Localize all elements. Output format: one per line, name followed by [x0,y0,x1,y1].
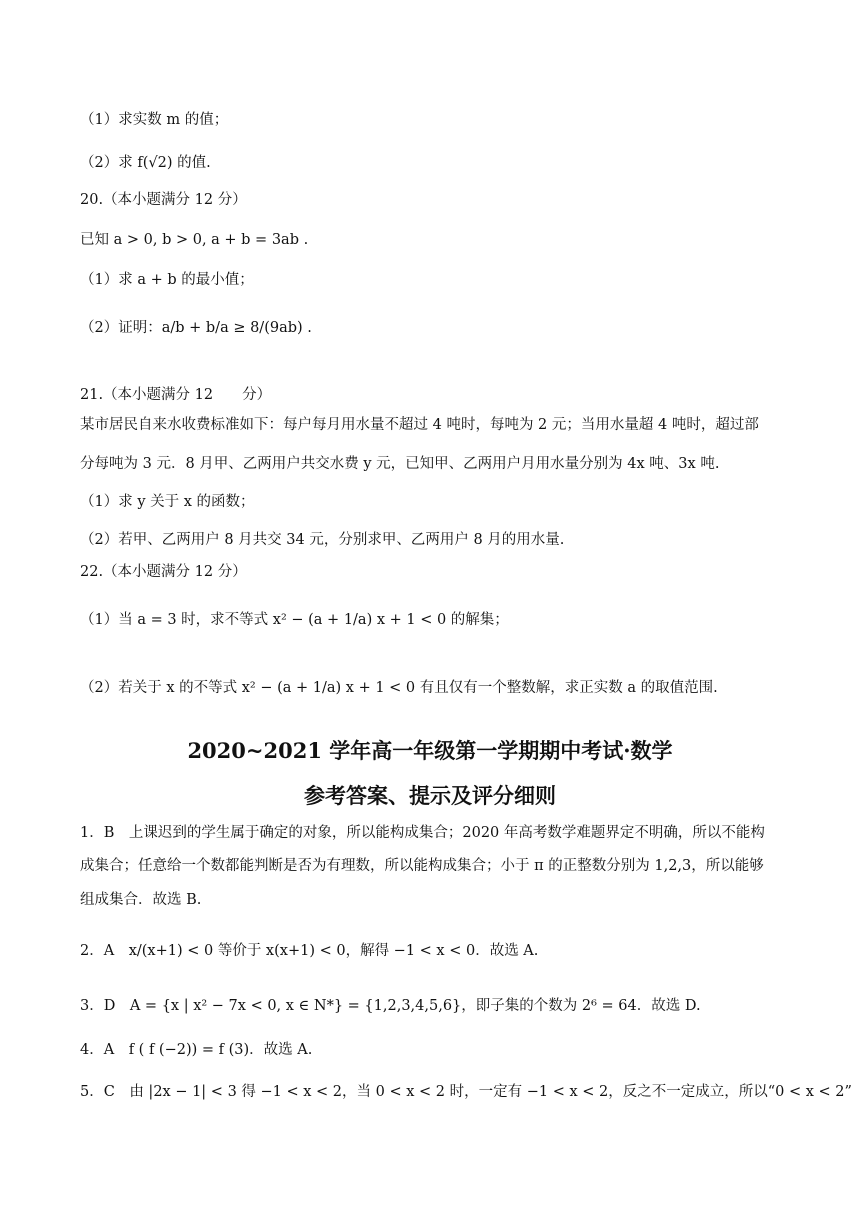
answer-1-line2: 成集合；任意给一个数都能判断是否为有理数，所以能构成集合；小于 π 的正整数分别为 1,2,3，所以能够 [80,858,764,874]
q19-part1: （1）求实数 m 的值； [80,112,229,128]
q21-part1: （1）求 y 关于 x 的函数； [80,494,255,510]
answers-title: 2020~2021 学年高一年级第一学期期中考试·数学 [187,738,673,763]
answers-subtitle: 参考答案、提示及评分细则 [304,783,556,808]
q21-header: 21.（本小题满分 12 分） [80,387,272,403]
answer-3: 3．D A = {x | x² − 7x < 0, x ∈ N*} = {1,2,3,4,5,6}，即子集的个数为 2⁶ = 64．故选 D. [80,998,701,1014]
q22-header: 22.（本小题满分 12 分） [80,564,247,580]
q22-part1: （1）当 a = 3 时，求不等式 x² − (a + 1/a) x + 1 < 0 的解集； [80,612,509,628]
q20-header: 20.（本小题满分 12 分） [80,192,247,208]
q21-text-line1: 某市居民自来水收费标准如下：每户每月用水量不超过 4 吨时，每吨为 2 元；当用水量超 4 吨时，超过部 [80,417,759,433]
q21-part2: （2）若甲、乙两用户 8 月共交 34 元，分别求甲、乙两用户 8 月的用水量. [80,532,565,548]
q20-part2: （2）证明：a/b + b/a ≥ 8/(9ab) . [80,320,312,336]
q21-text-line2: 分每吨为 3 元．8 月甲、乙两用户共交水费 y 元，已知甲、乙两用户月用水量分别为 4x 吨、3x 吨. [80,456,720,472]
answer-4: 4．A f ( f (−2)) = f (3)．故选 A. [80,1042,313,1058]
q19-part2: （2）求 f(√2) 的值. [80,155,211,171]
q20-given: 已知 a > 0, b > 0, a + b = 3ab . [80,232,309,248]
answer-5: 5．C 由 |2x − 1| < 3 得 −1 < x < 2，当 0 < x < 2 时，一定有 −1 < x < 2，反之不一定成立，所以“0 < x < 2” [80,1084,852,1100]
answer-1-line3: 组成集合．故选 B. [80,892,202,908]
q20-part1: （1）求 a + b 的最小值； [80,272,254,288]
answer-2: 2．A x/(x+1) < 0 等价于 x(x+1) < 0，解得 −1 < x < 0．故选 A. [80,943,539,959]
answer-1-line1: 1．B 上课迟到的学生属于确定的对象，所以能构成集合；2020 年高考数学难题界定不明确，所以不能构 [80,825,765,841]
q22-part2: （2）若关于 x 的不等式 x² − (a + 1/a) x + 1 < 0 有且仅有一个整数解，求正实数 a 的取值范围. [80,680,718,696]
